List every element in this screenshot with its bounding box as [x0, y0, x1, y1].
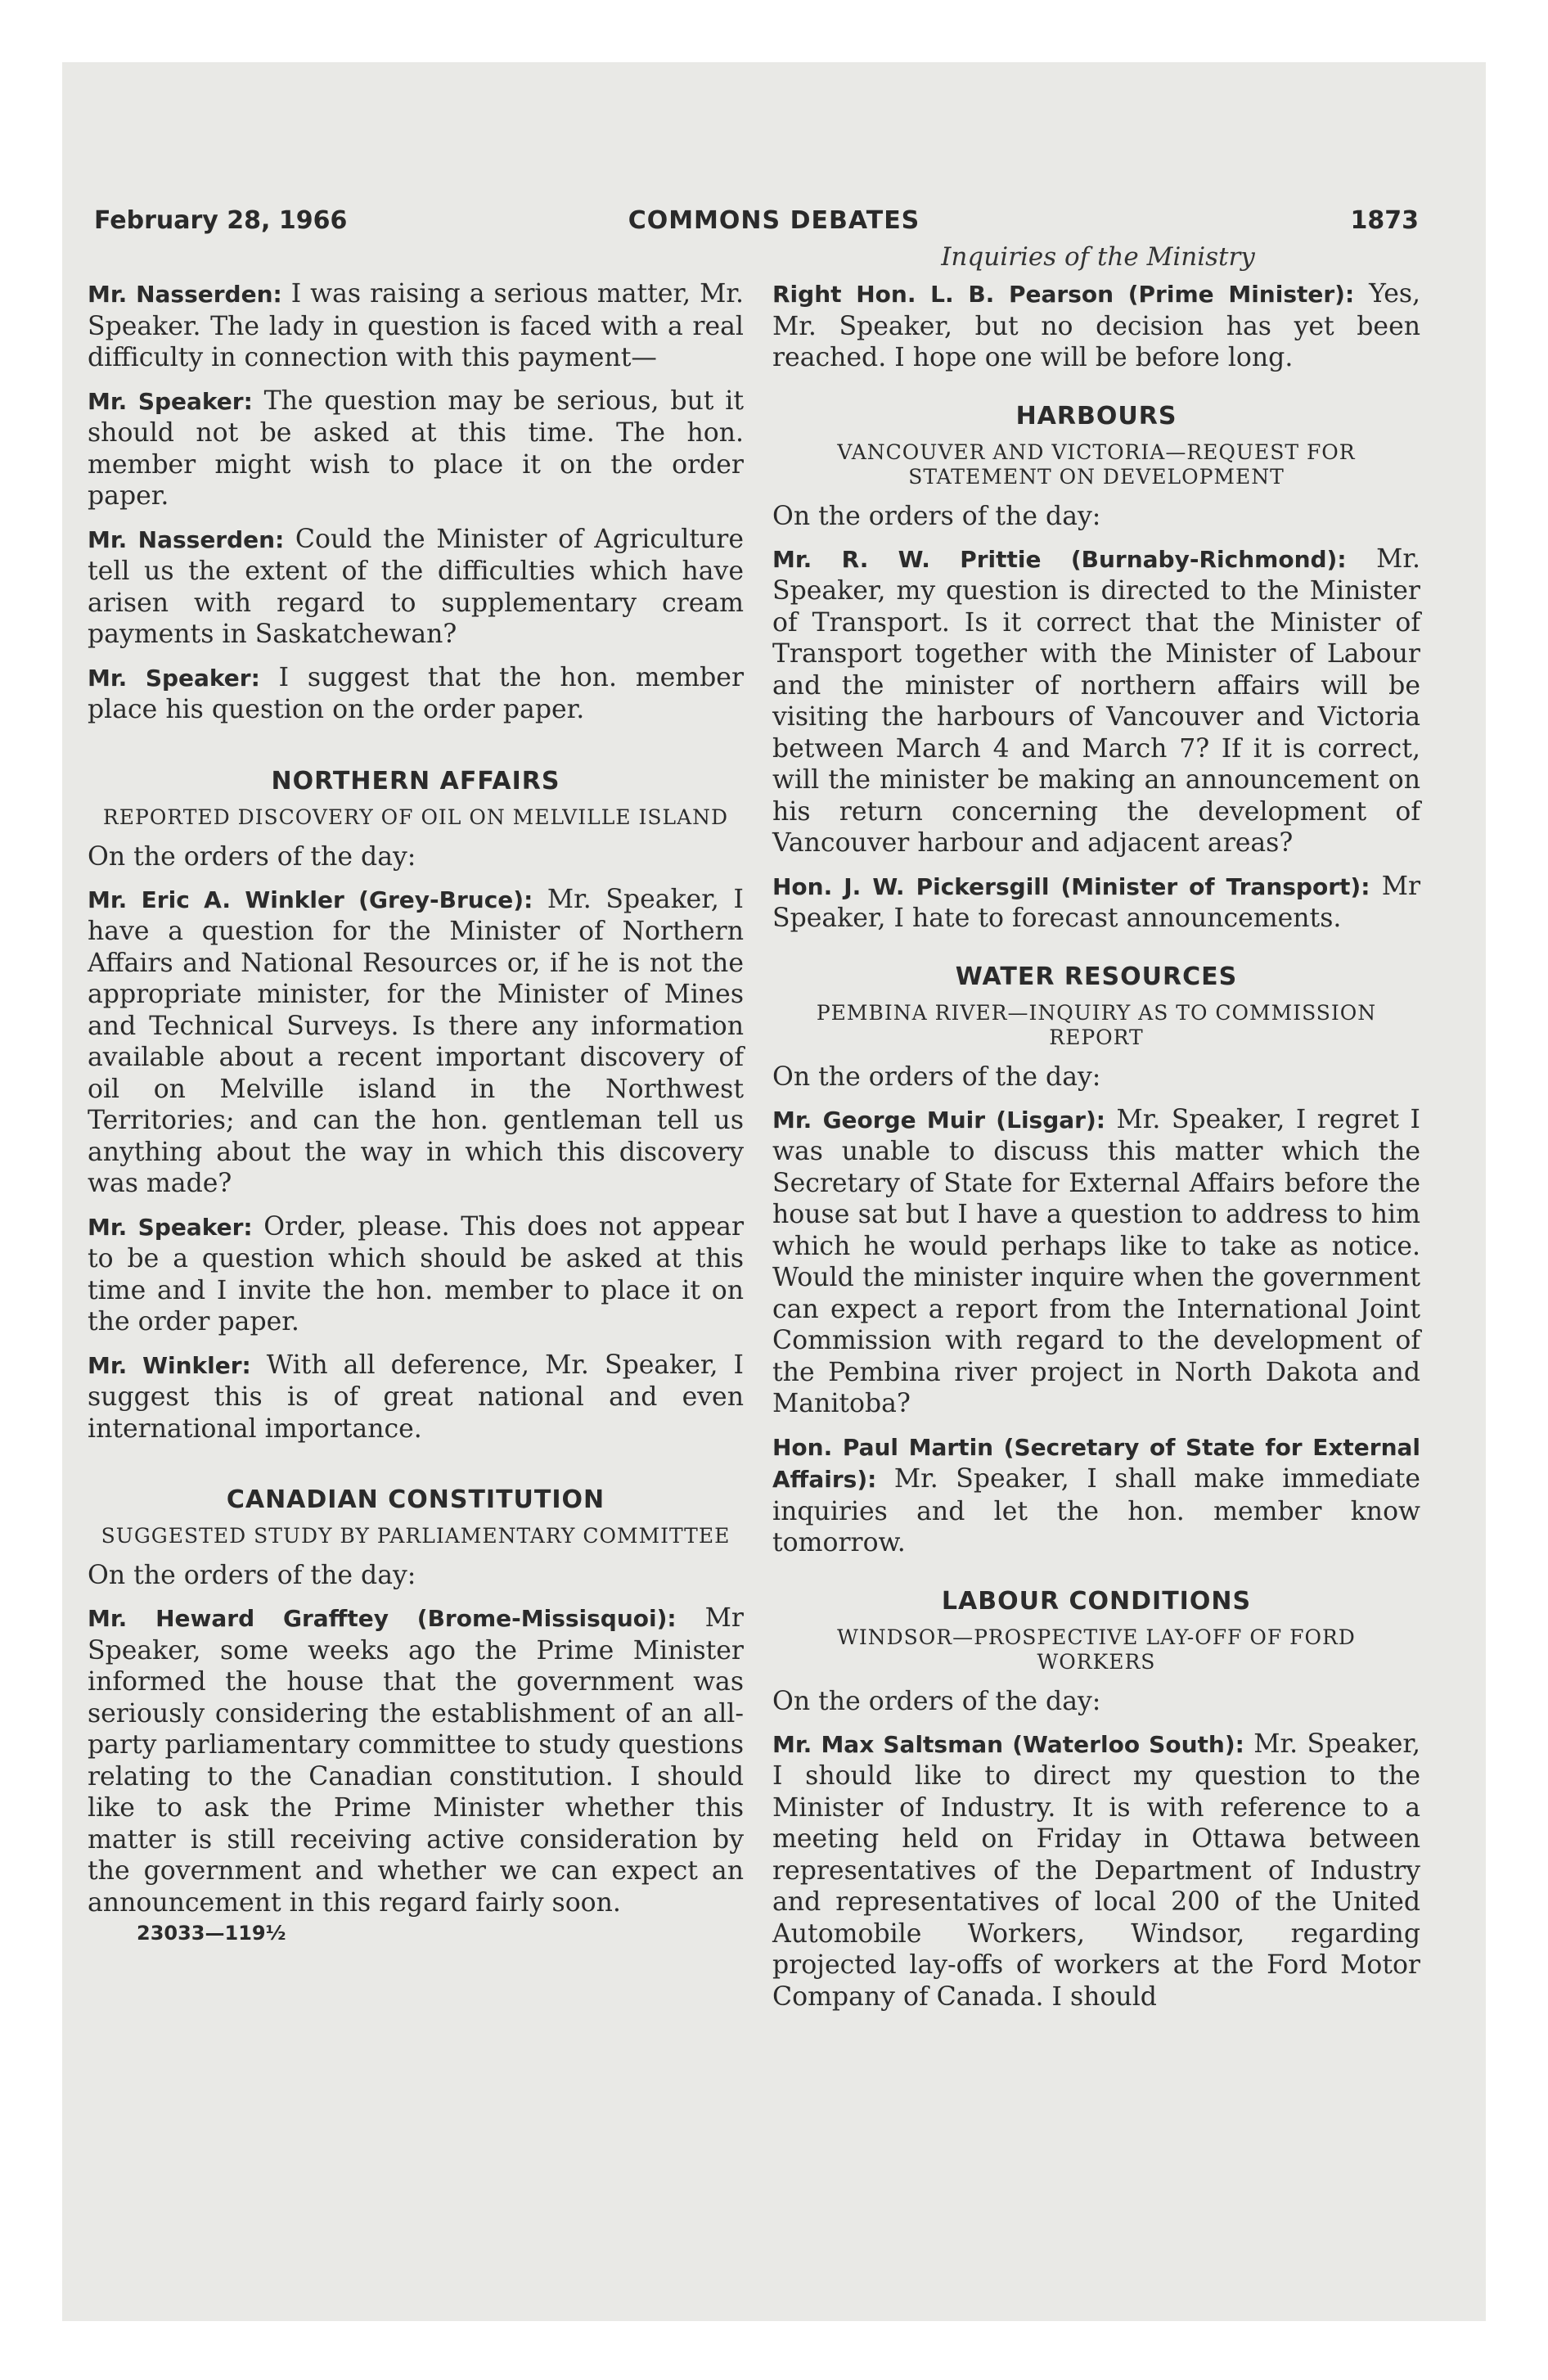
speech-text: I suggest that the hon. member place his question on the order paper. — [88, 662, 744, 724]
speech-paragraph — [772, 1104, 1420, 1420]
speech-text: Yes, Mr. Speaker, but no decision has yet been reached. I hope one will be before long. — [772, 279, 1421, 372]
speaker-name: Mr. Eric A. Winkler (Grey-Bruce): — [88, 886, 533, 913]
section-subtitle: Inquiries of the Ministry — [941, 242, 1255, 272]
speech-text: Mr. Speaker, my question is directed to the Minister of Transport. Is it correct that the Minister of Transport together with the Minister of Labour and the minister of northern affairs will be visiting the harbours of Vancouver and Victoria between March 4 and March 7? If it is correct, will the minister be making an announcement on his return concerning the development of Vancouver harbour and adjacent areas? — [772, 543, 1420, 858]
speech-paragraph — [772, 1431, 1420, 1559]
speech-paragraph — [88, 524, 744, 651]
speaker-name: Hon. Paul Martin (Secretary of State for External Affairs): — [772, 1433, 1420, 1493]
speech-text: Mr Speaker, I hate to forecast announcements. — [772, 871, 1421, 933]
speech-text: Mr. Speaker, I regret I was unable to discuss this matter which the Secretary of State for External Affairs before the house sat but I have a question to address to him which he would perhaps like to take as notice. Would the minister inquire when the government can expect a report from the International Joint Commission with regard to the development of the Pembina river project in North Dakota and Manitoba? — [772, 1104, 1420, 1418]
section-heading: CANADIAN CONSTITUTION — [226, 1485, 605, 1514]
speech-paragraph — [772, 1729, 1420, 2013]
speaker-name: Mr. Nasserden: — [88, 525, 285, 553]
speaker-name: Mr. Speaker: — [88, 387, 253, 415]
orders-of-day: On the orders of the day: — [772, 1686, 1101, 1716]
right-column — [772, 278, 1420, 2024]
section-heading: WATER RESOURCES — [955, 962, 1238, 991]
speaker-name: Hon. J. W. Pickersgill (Minister of Transport): — [772, 872, 1370, 900]
speech-paragraph — [88, 385, 744, 512]
speech-paragraph — [88, 662, 744, 726]
speaker-name: Mr. Heward Grafftey (Brome-Missisquoi): — [88, 1605, 677, 1632]
speech-paragraph — [88, 1350, 744, 1445]
speaker-name: Right Hon. L. B. Pearson (Prime Minister): — [772, 281, 1355, 308]
speaker-name: Mr. Winkler: — [88, 1351, 251, 1379]
speech-text: Mr. Speaker, I have a question for the Minister of Northern Affairs and National Resources or, if he is not the appropriate minister, for the Minister of Mines and Technical Surveys. Is there any information available about a recent important discovery of oil on Melville island in the Northwest Territories; and can the hon. gentleman tell us anything about the way in which this discovery was made? — [88, 884, 744, 1198]
section-heading: NORTHERN AFFAIRS — [271, 766, 560, 796]
orders-of-day: On the orders of the day: — [772, 1062, 1101, 1092]
speaker-name: Mr. Nasserden: — [88, 281, 282, 308]
orders-of-day: On the orders of the day: — [772, 501, 1101, 531]
printer-footnote: 23033—119½ — [137, 1922, 286, 1945]
speech-text: With all deference, Mr. Speaker, I suggest this is of great national and even international importance. — [88, 1350, 744, 1444]
section-heading: LABOUR CONDITIONS — [941, 1586, 1252, 1616]
speech-text: Mr Speaker, some weeks ago the Prime Minister informed the house that the government was seriously considering the establishment of an all-party parliamentary committee to study questions relating to the Canadian constitution. I should like to ask the Prime Minister whether this matter is still receiving active consideration by the government and whether we can expect an announcement in this regard fairly soon. — [88, 1603, 744, 1918]
speaker-name: Mr. Max Saltsman (Waterloo South): — [772, 1730, 1244, 1758]
speech-paragraph — [88, 1602, 744, 1918]
section-subheading: PEMBINA RIVER—INQUIRY AS TO COMMISSION REPORT — [816, 1000, 1377, 1049]
page-date: February 28, 1966 — [94, 206, 348, 235]
speech-paragraph — [88, 278, 744, 374]
speech-paragraph — [772, 278, 1420, 374]
speaker-name: Mr. Speaker: — [88, 664, 260, 692]
speech-paragraph — [772, 543, 1420, 859]
publication-title: COMMONS DEBATES — [628, 206, 920, 235]
speech-paragraph — [772, 871, 1420, 935]
speech-text: Mr. Speaker, I should like to direct my question to the Minister of Industry. It is with reference to a meeting held on Friday in Ottawa between representatives of the Department of Industry and representatives of local 200 of the United Automobile Workers, Windsor, regarding projected lay-offs of workers at the Ford Motor Company of Canada. I should — [772, 1729, 1420, 2012]
speech-text: Order, please. This does not appear to be a question which should be asked at this time and I invite the hon. member to place it on the order paper. — [88, 1211, 745, 1336]
speech-text: Mr. Speaker, I shall make immediate inquiries and let the hon. member know tomorrow. — [772, 1464, 1420, 1557]
page-number: 1873 — [1350, 206, 1419, 235]
speaker-name: Mr. R. W. Prittie (Burnaby-Richmond): — [772, 545, 1347, 573]
section-heading: HARBOURS — [1015, 401, 1177, 430]
orders-of-day: On the orders of the day: — [88, 1561, 416, 1590]
section-subheading: REPORTED DISCOVERY OF OIL ON MELVILLE ISLAND — [102, 805, 729, 829]
speaker-name: Mr. Speaker: — [88, 1213, 253, 1241]
section-subheading: SUGGESTED STUDY BY PARLIAMENTARY COMMITTEE — [101, 1524, 731, 1548]
section-subheading: WINDSOR—PROSPECTIVE LAY-OFF OF FORD WORKERS — [837, 1625, 1356, 1674]
section-subheading: VANCOUVER AND VICTORIA—REQUEST FOR STATEMENT ON DEVELOPMENT — [837, 439, 1356, 489]
orders-of-day: On the orders of the day: — [88, 841, 416, 872]
speech-paragraph — [88, 1211, 744, 1338]
speech-text: I was raising a serious matter, Mr. Speaker. The lady in question is faced with a real difficulty in connection with this payment— — [88, 279, 745, 372]
speech-text: The question may be serious, but it should not be asked at this time. The hon. member might wish to place it on the order paper. — [88, 385, 744, 511]
speaker-name: Mr. George Muir (Lisgar): — [772, 1106, 1105, 1134]
speech-text: Could the Minister of Agriculture tell us the extent of the difficulties which have arisen with regard to supplementary cream payments in Saskatchewan? — [88, 524, 744, 649]
left-column — [88, 278, 744, 1945]
speech-paragraph — [88, 884, 744, 1200]
